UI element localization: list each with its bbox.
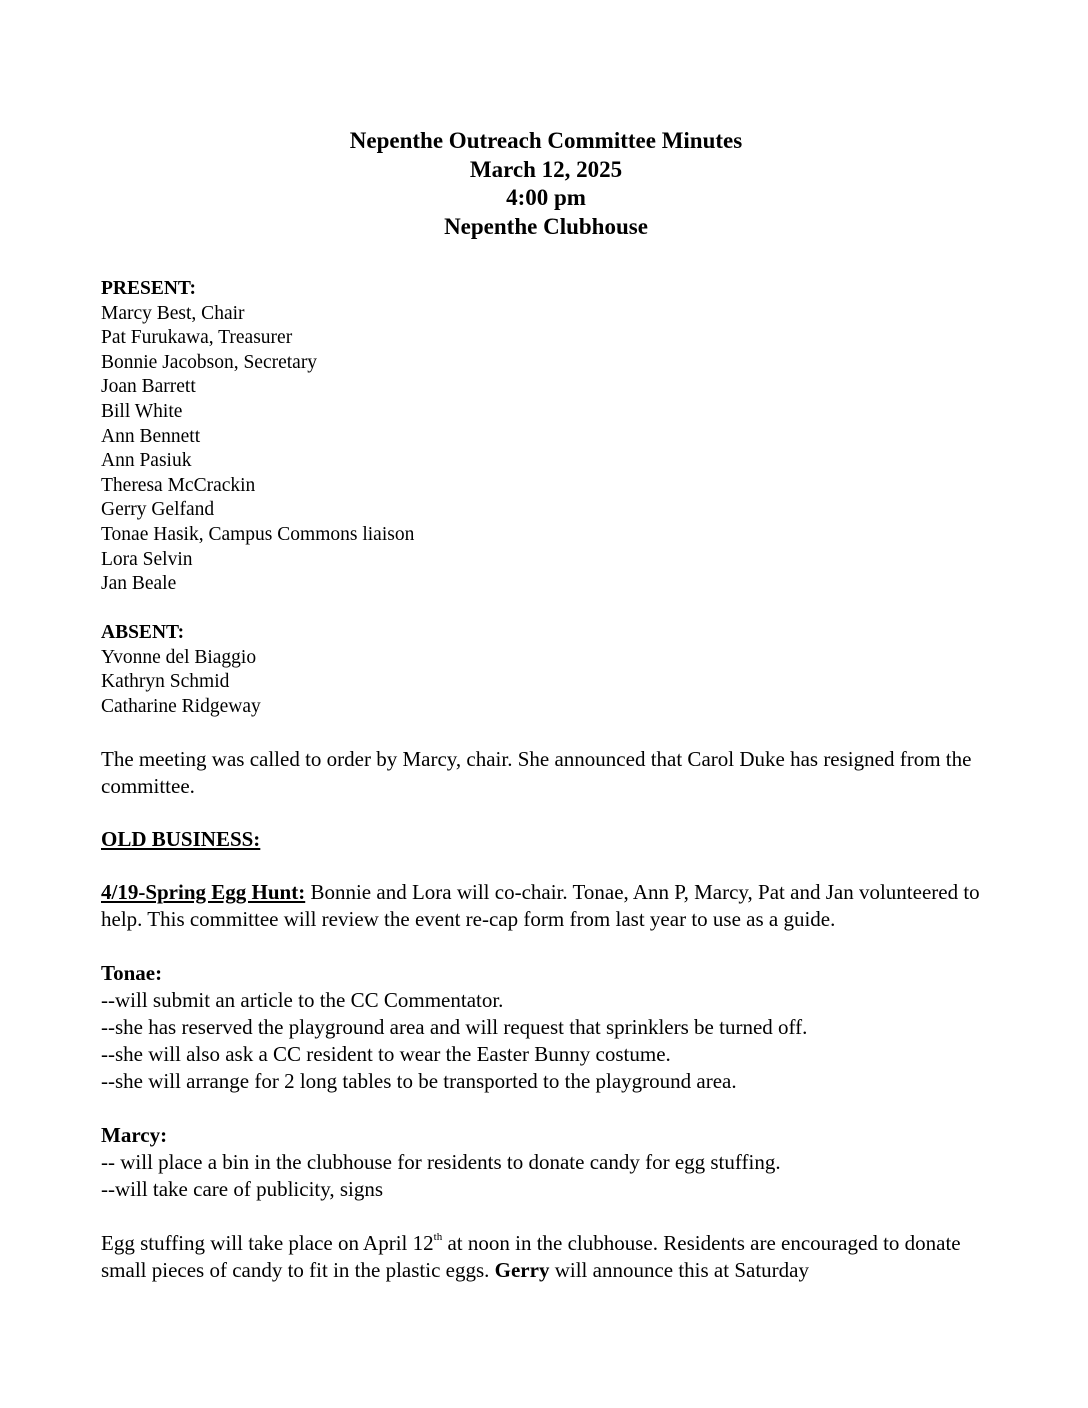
present-section [101,277,991,597]
task-item: --she has reserved the playground area and will request that sprinklers be turned off. [101,1014,808,1039]
egg-hunt-paragraph [101,879,991,933]
attendee: Bill White [101,400,183,422]
attendee: Gerry Gelfand [101,499,215,521]
ordinal-suffix: th [433,1230,443,1243]
attendee: Ann Bennett [101,425,201,447]
title-line-date: March 12, 2025 [469,156,623,182]
attendee: Jan Beale [101,573,177,595]
attendee: Bonnie Jacobson, Secretary [101,351,318,373]
egg-stuffing-text-3: will announce this at Saturday [549,1257,809,1282]
attendee: Ann Pasiuk [101,450,192,472]
absentee: Catharine Ridgeway [101,696,261,717]
egg-stuffing-name: Gerry [494,1257,550,1282]
old-business-heading: OLD BUSINESS: [101,826,261,851]
title-line-location: Nepenthe Clubhouse [444,213,648,239]
title-line-time: 4:00 pm [506,185,586,210]
present-label: PRESENT: [101,278,196,299]
document-title [101,127,991,241]
absent-section [101,621,991,719]
absentee: Yvonne del Biaggio [101,646,257,668]
task-item: --she will also ask a CC resident to wear the Easter Bunny costume. [101,1041,671,1066]
egg-stuffing-text-2: at noon in the clubhouse. Residents are encouraged to donate small pieces of candy to fit in the plastic eggs. [101,1230,961,1282]
task-item: --she will arrange for 2 long tables to be transported to the playground area. [101,1068,737,1093]
task-item: --will take care of publicity, signs [101,1176,384,1201]
absentee: Kathryn Schmid [101,671,230,693]
document-page [101,127,991,1284]
attendee: Theresa McCrackin [101,474,256,496]
egg-stuffing-paragraph [101,1230,991,1284]
attendee: Tonae Hasik, Campus Commons liaison [101,523,415,545]
attendee: Joan Barrett [101,376,196,398]
marcy-section [101,1122,991,1203]
task-item: -- will place a bin in the clubhouse for residents to donate candy for egg stuffing. [101,1149,781,1174]
egg-hunt-lead: 4/19-Spring Egg Hunt: [101,879,306,904]
attendee: Lora Selvin [101,548,193,570]
marcy-label: Marcy: [101,1122,168,1147]
egg-hunt-text: Bonnie and Lora will co-chair. Tonae, Ann P, Marcy, Pat and Jan volunteered to help. This committee will review the event re-cap form from last year to use as a guide. [101,879,980,931]
tonae-label: Tonae: [101,960,163,985]
egg-stuffing-text-1: Egg stuffing will take place on April 12 [101,1230,434,1255]
attendee: Pat Furukawa, Treasurer [101,327,293,349]
task-item: --will submit an article to the CC Commentator. [101,987,504,1012]
tonae-section [101,960,991,1095]
title-line-committee: Nepenthe Outreach Committee Minutes [349,128,743,153]
absent-label: ABSENT: [101,622,185,644]
intro-paragraph: The meeting was called to order by Marcy, chair. She announced that Carol Duke has resigned from the committee. [101,746,972,798]
attendee: Marcy Best, Chair [101,302,245,324]
